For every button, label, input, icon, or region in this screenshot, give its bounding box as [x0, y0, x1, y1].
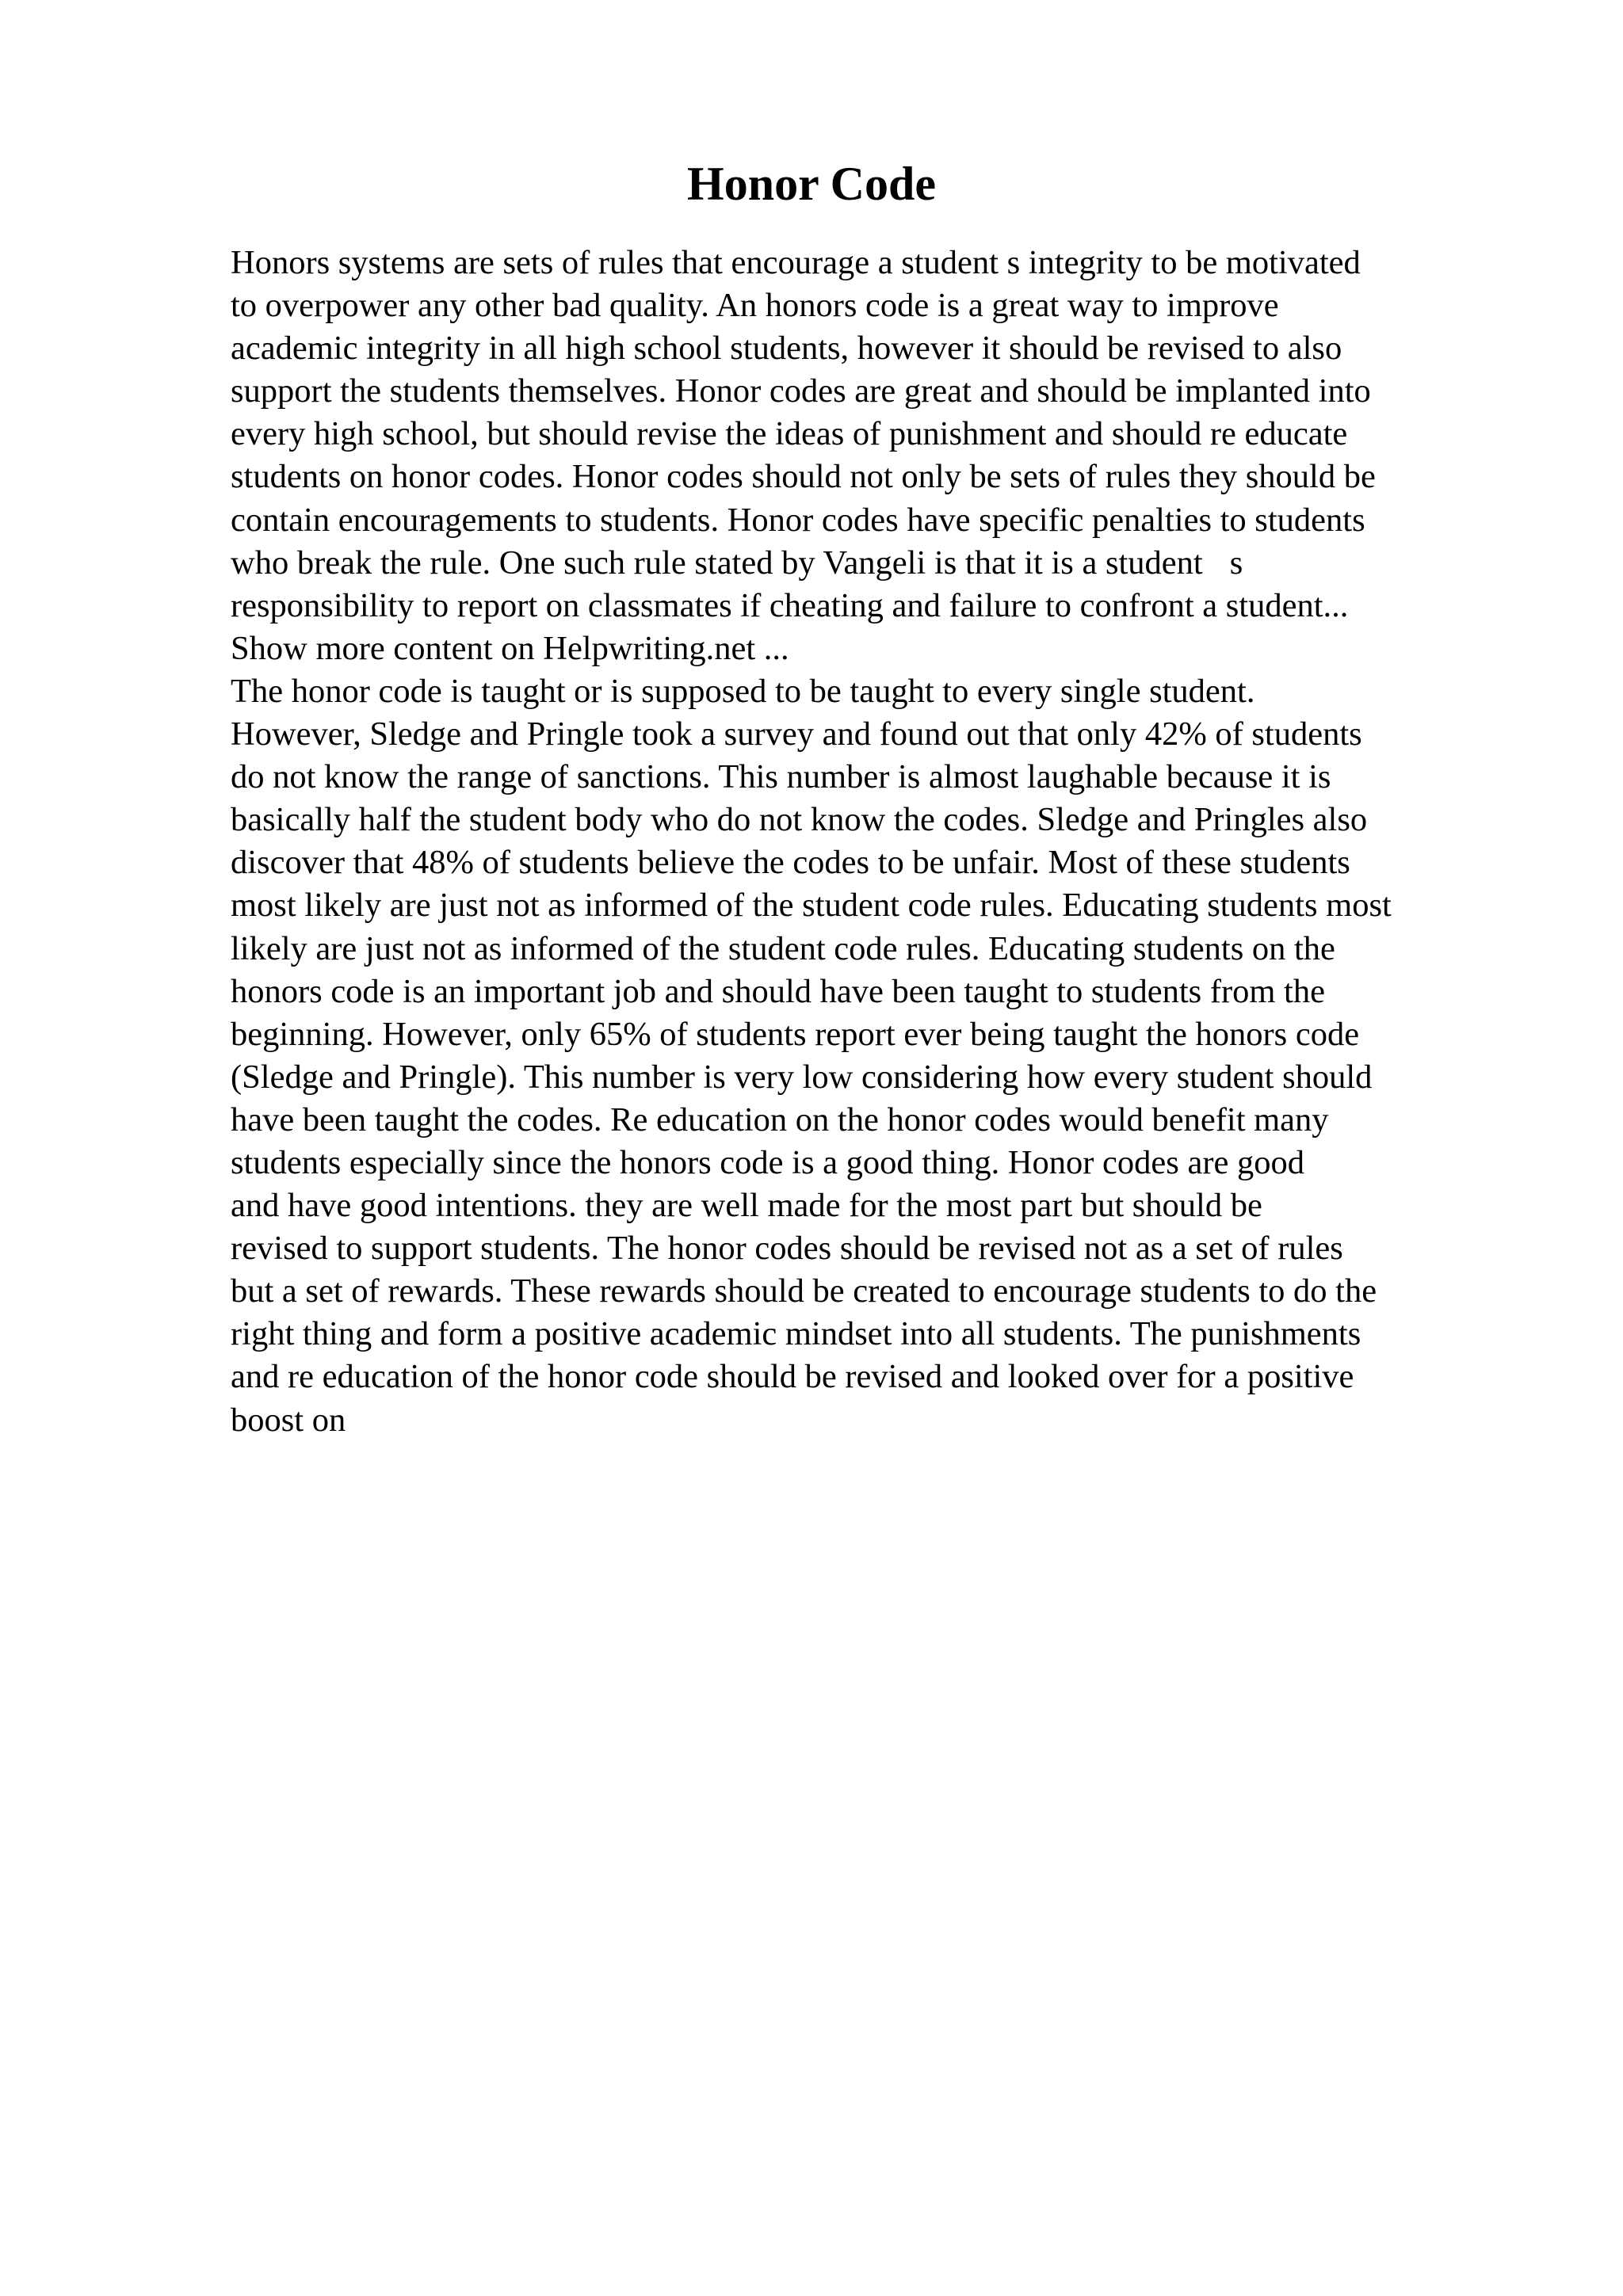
body-text-line: students on honor codes. Honor codes should not only be sets of rules they should be [231, 458, 1376, 496]
body-text-line: revised to support students. The honor codes should be revised not as a set of rules [231, 1230, 1343, 1268]
body-text-line: discover that 48% of students believe the codes to be unfair. Most of these students [231, 844, 1350, 882]
body-text-line: but a set of rewards. These rewards should be created to encourage students to do the [231, 1272, 1377, 1310]
body-text-line: Honors systems are sets of rules that encourage a student s integrity to be motivated [231, 244, 1361, 281]
body-text-line: responsibility to report on classmates if cheating and failure to confront a student... [231, 586, 1349, 624]
body-text-line: However, Sledge and Pringle took a survey and found out that only 42% of students [231, 715, 1362, 753]
body-text-line: Show more content on Helpwriting.net ... [231, 629, 789, 667]
body-text-line: do not know the range of sanctions. This number is almost laughable because it is [231, 758, 1331, 796]
body-text-line: most likely are just not as informed of the student code rules. Educating students most [231, 887, 1392, 925]
body-text-line: The honor code is taught or is supposed to be taught to every single student. [231, 672, 1255, 710]
body-text-line: honors code is an important job and should have been taught to students from the [231, 972, 1325, 1010]
body-text-line: likely are just not as informed of the student code rules. Educating students on the [231, 929, 1335, 967]
body-text-line: boost on [231, 1401, 346, 1439]
body-text-line: (Sledge and Pringle). This number is very low considering how every student should [231, 1058, 1373, 1096]
body-text-line: contain encouragements to students. Honor codes have specific penalties to students [231, 501, 1365, 539]
body-text-line: students especially since the honors code is a good thing. Honor codes are good [231, 1143, 1304, 1181]
body-text-line: and re education of the honor code should be revised and looked over for a positive [231, 1358, 1354, 1396]
body-text-line: basically half the student body who do not know the codes. Sledge and Pringles also [231, 801, 1368, 839]
body-text-line: beginning. However, only 65% of students report ever being taught the honors code [231, 1015, 1360, 1053]
body-text-line: every high school, but should revise the ideas of punishment and should re educate [231, 415, 1348, 453]
body-text-line: right thing and form a positive academic mindset into all students. The punishments [231, 1315, 1361, 1353]
document-body [231, 242, 1530, 1442]
document-title: Honor Code [687, 158, 936, 210]
body-text-line: have been taught the codes. Re education on the honor codes would benefit many [231, 1100, 1329, 1138]
body-text-line: who break the rule. One such rule stated by Vangeli is that it is a students [231, 543, 1243, 582]
body-text-line: to overpower any other bad quality. An honors code is a great way to improve [231, 287, 1279, 325]
body-text-line: and have good intentions. they are well made for the most part but should be [231, 1187, 1262, 1225]
body-text-line: academic integrity in all high school students, however it should be revised to also [231, 330, 1342, 368]
body-text-line: support the students themselves. Honor codes are great and should be implanted into [231, 372, 1371, 410]
